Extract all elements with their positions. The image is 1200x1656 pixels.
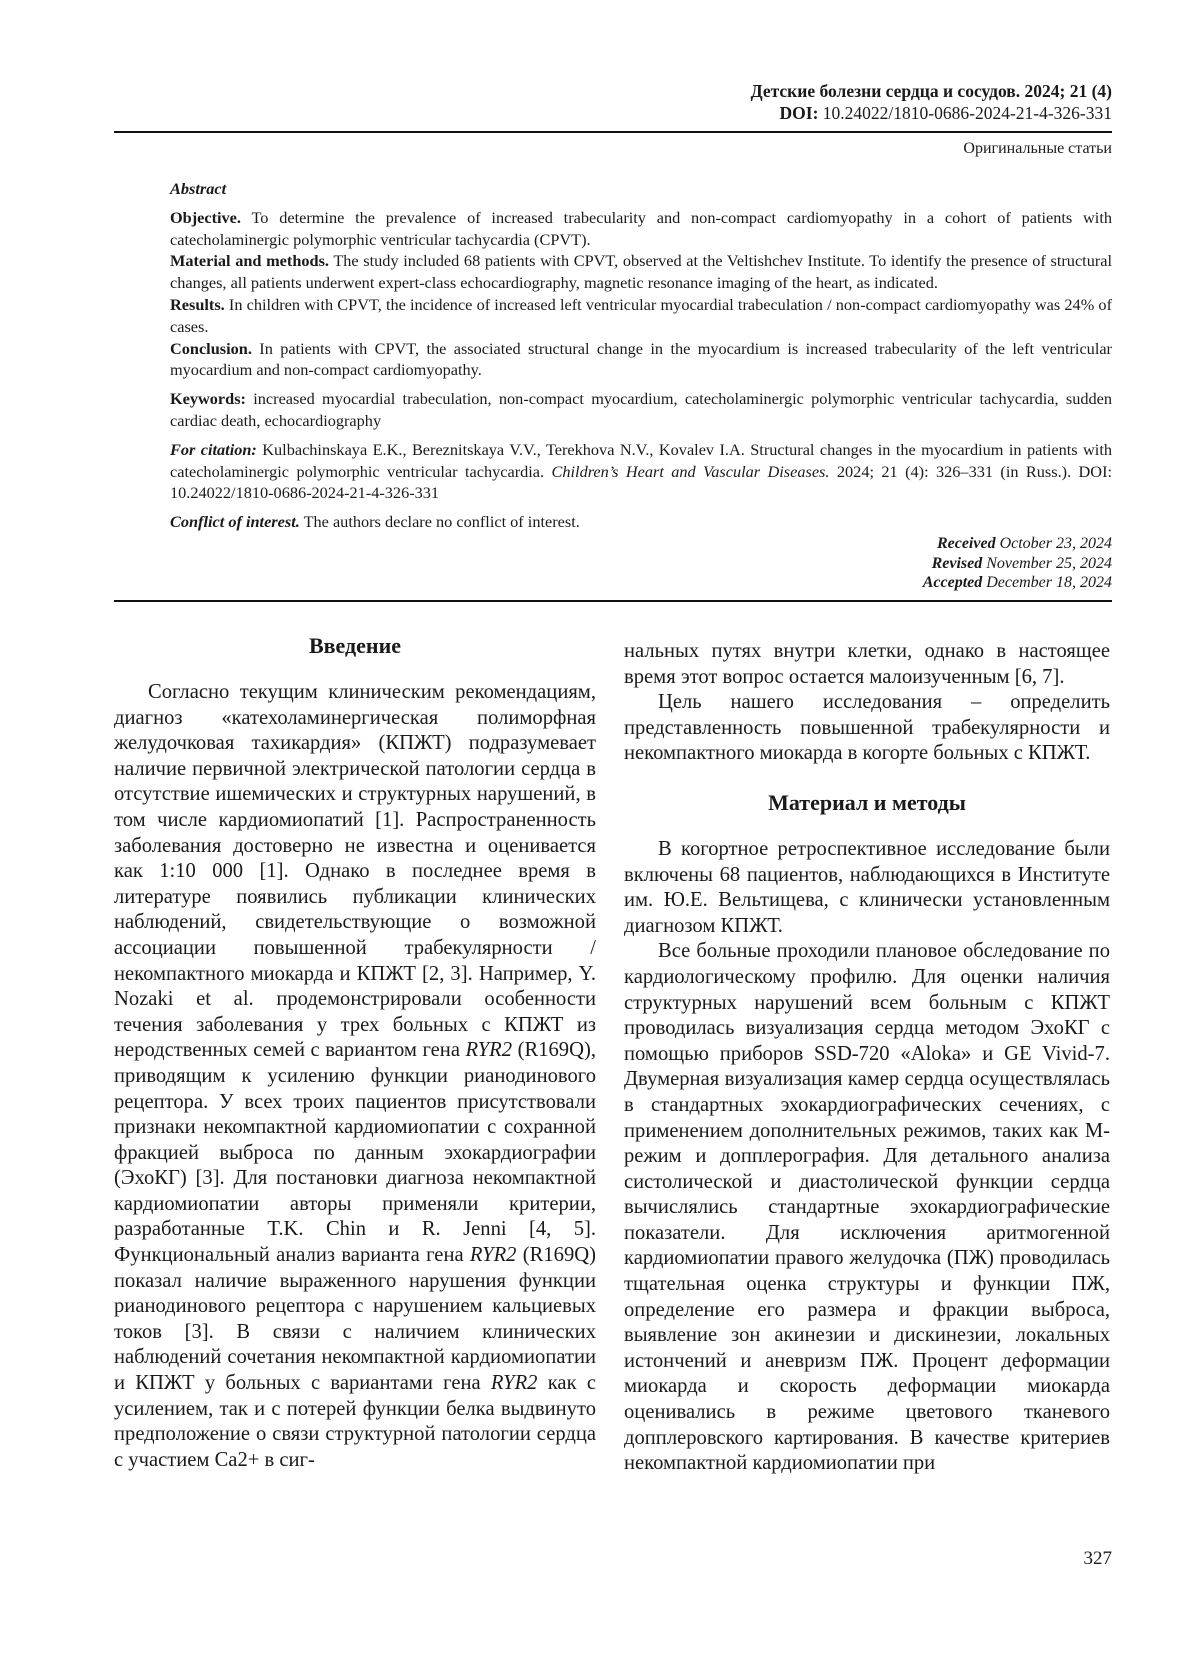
objective-label: Objective. bbox=[170, 207, 241, 227]
abstract-objective bbox=[170, 207, 1112, 251]
section-label: Оригинальные статьи bbox=[963, 140, 1112, 157]
header-rule bbox=[114, 131, 1112, 133]
aim-paragraph: Цель нашего исследования – определить представленность повышенной трабекулярности и некомпактного миокарда в когорте больных с КПЖТ. bbox=[624, 691, 1110, 765]
abstract-results bbox=[170, 294, 1112, 338]
citation-text-1: Kulbachinskaya E.K., Bereznitskaya V.V., Terekhova N.V., Kovalev I.A. Structural changes in the myocardium in patients with catecholaminergic polymorphic ventricular tachycardia. bbox=[170, 439, 1112, 481]
conclusion-label: Conclusion. bbox=[170, 338, 252, 358]
abstract bbox=[170, 178, 1112, 533]
right-column bbox=[624, 639, 1110, 1477]
accepted-label: Accepted bbox=[922, 574, 983, 591]
citation-journal: Children’s Heart and Vascular Diseases. bbox=[551, 461, 830, 481]
introduction-paragraph bbox=[114, 680, 596, 1473]
received-label: Received bbox=[936, 535, 996, 552]
citation-text-2: 2024; 21 (4): 326–331 (in Russ.). DOI: 10.24022/1810-0686-2024-21-4-326-331 bbox=[170, 461, 1113, 503]
page-number: 327 bbox=[1083, 1548, 1112, 1569]
received-date bbox=[923, 534, 1112, 554]
abstract-conclusion bbox=[170, 338, 1112, 382]
revised-value: November 25, 2024 bbox=[986, 554, 1112, 572]
methods-heading: Материал и методы bbox=[768, 789, 966, 815]
intro-text-c: (R169Q) показал наличие выраженного нарушения функции рианодинового рецептора с нарушением кальциевых токов [3]. В связи с наличием клинических наблюдений сочетания некомпактной кардиомиопатии и КПЖТ у больных с вариантами гена bbox=[114, 1244, 596, 1395]
intro-text-b: (R169Q), приводящим к усилению функции рианодинового рецептора. У всех троих пациентов присутствовали признаки некомпактной кардиомиопатии с сохранной фракцией выброса по данным эхокардиографии (ЭхоКГ) [3]. Для постановки диагноза некомпактной кардиомиопатии авторы применяли критерии, разработанные T.K. Chin и R. Jenni [4, 5]. Функциональный анализ варианта гена bbox=[114, 1039, 596, 1267]
objective-text: To determine the prevalence of increased trabecularity and non-compact cardiomyopathy in a cohort of patients with catecholaminergic polymorphic ventricular tachycardia (CPVT). bbox=[170, 207, 1112, 249]
citation-label: For citation: bbox=[170, 439, 257, 459]
conflict-of-interest bbox=[170, 511, 1112, 533]
received-value: October 23, 2024 bbox=[999, 535, 1112, 552]
abstract-keywords bbox=[170, 388, 1112, 432]
conclusion-text: In patients with CPVT, the associated structural change in the myocardium is increased trabecularity of the left ventricular myocardium and non-compact cardiomyopathy. bbox=[170, 338, 1112, 380]
methods-text: The study included 68 patients with CPVT, observed at the Veltishchev Institute. To identify the presence of structural changes, all patients underwent expert-class echocardiography, magnetic resonance imaging of the heart, as indicated. bbox=[170, 251, 1112, 293]
intro-text-d: как с усилением, так и с потерей функции белка выдвинуто предположение о связи структурной патологии сердца с участием Ca2+ в сиг- bbox=[114, 1372, 596, 1471]
conflict-text: The authors declare no conflict of interest. bbox=[303, 512, 580, 532]
abstract-rule bbox=[114, 600, 1112, 602]
methods-paragraph-2: Все больные проходили плановое обследование по кардиологическому профилю. Для оценки наличия структурных нарушений всем больным с КПЖТ проводилась визуализация сердца методом ЭхоКГ с помощью приборов SSD-720 «Aloka» и GE Vivid-7. Двумерная визуализация камер сердца осуществлялась в стандартных эхокардиографических сечениях, с применением дополнительных режимов, таких как М-режим и допплерография. Для детального анализа систолической и диастолической функции сердца вычислялись стандартные эхокардиографические показатели. Для исключения аритмогенной кардиомиопатии правого желудочка (ПЖ) проводилась тщательная оценка структуры и функции ПЖ, определение его размера и фракции выброса, выявление зон акинезии и дискинезии, локальных истончений и аневризм ПЖ. Процент деформации миокарда и скорость деформации миокарда оценивались в режиме цветового тканевого допплеровского картирования. В качестве критериев некомпактной кардиомиопатии при bbox=[624, 940, 1110, 1475]
abstract-title: Abstract bbox=[170, 179, 227, 198]
continued-paragraph: нальных путях внутри клетки, однако в настоящее время этот вопрос остается малоизученным [6, 7]. bbox=[624, 640, 1110, 688]
keywords-label: Keywords: bbox=[170, 389, 246, 409]
accepted-value: December 18, 2024 bbox=[986, 574, 1112, 591]
revised-label: Revised bbox=[931, 554, 983, 572]
revised-date bbox=[923, 554, 1112, 574]
keywords-text: increased myocardial trabeculation, non-compact myocardium, catecholaminergic polymorphic ventricular tachycardia, sudden cardiac death, echocardiography bbox=[170, 389, 1112, 430]
doi-label: DOI: bbox=[779, 103, 819, 123]
article-dates bbox=[923, 534, 1112, 593]
conflict-label: Conflict of interest. bbox=[170, 512, 300, 532]
gene-name: RYR2 bbox=[469, 1244, 517, 1267]
accepted-date bbox=[923, 573, 1112, 593]
doi-value: 10.24022/1810-0686-2024-21-4-326-331 bbox=[822, 103, 1112, 123]
journal-header bbox=[751, 80, 1112, 124]
doi-line bbox=[751, 102, 1112, 124]
abstract-methods bbox=[170, 250, 1112, 294]
results-text: In children with CPVT, the incidence of increased left ventricular myocardial trabeculation / non-compact cardiomyopathy was 24% of cases. bbox=[170, 294, 1112, 336]
journal-title: Детские болезни сердца и сосудов. 2024; 21 (4) bbox=[750, 81, 1112, 101]
left-column bbox=[114, 628, 596, 1473]
methods-paragraph-1: В когортное ретроспективное исследование были включены 68 пациентов, наблюдающихся в Институте им. Ю.Е. Вельтищева, с клинически установленным диагнозом КПЖТ. bbox=[624, 837, 1110, 937]
intro-text-a: Согласно текущим клиническим рекомендациям, диагноз «катехоламинергическая полиморфная желудочковая тахикардия» (КПЖТ) подразумевает наличие первичной электрической патологии сердца в отсутствие ишемических и структурных нарушений, в том числе кардиомиопатий [1]. Распространенность заболевания достоверно не известна и оценивается как 1:10 000 [1]. Однако в последнее время в литературе появились публикации клинических наблюдений, свидетельствующие о возможной ассоциации повышенной трабекулярности / некомпактного миокарда и КПЖТ [2, 3]. Например, Y. Nozaki et al. продемонстрировали особенности течения заболевания у трех больных с КПЖТ из неродственных семей с вариантом гена bbox=[114, 681, 596, 1062]
gene-name: RYR2 bbox=[465, 1039, 513, 1062]
citation bbox=[170, 439, 1112, 504]
gene-name: RYR2 bbox=[490, 1372, 538, 1395]
introduction-heading: Введение bbox=[308, 633, 402, 658]
methods-label: Material and methods. bbox=[170, 251, 329, 271]
results-label: Results. bbox=[170, 294, 225, 314]
